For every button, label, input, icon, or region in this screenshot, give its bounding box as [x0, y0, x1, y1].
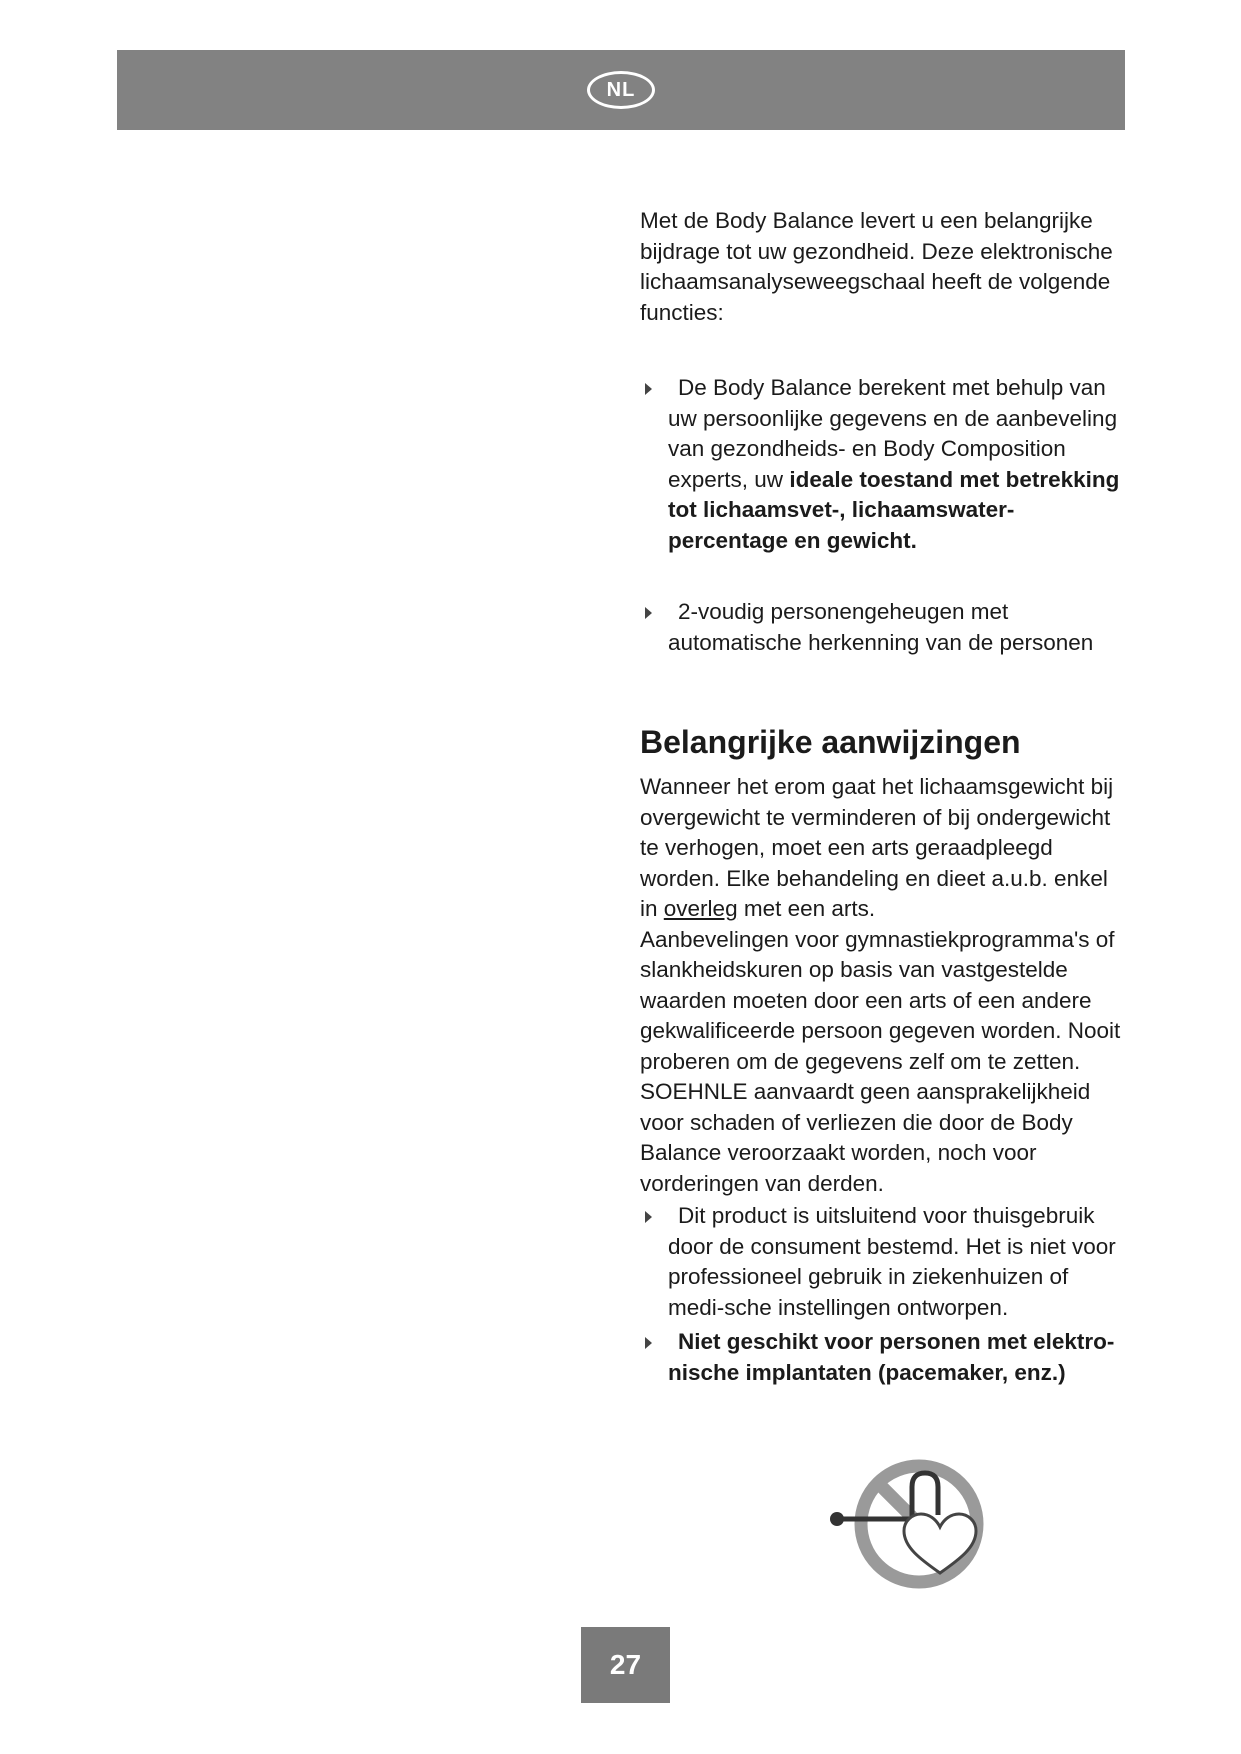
section-heading: Belangrijke aanwijzingen — [640, 724, 1021, 760]
warning-text: Niet geschikt voor personen met elektro-nische implantaten (pacemaker, enz.) — [668, 1329, 1115, 1385]
feature-text: De Body Balance berekent met behulp van uw persoonlijke gegevens en de aanbeveling van gezondheids- en Body Composition experts, uw — [668, 375, 1118, 492]
bullet-arrow-icon — [645, 383, 652, 395]
note-item-implants-warning — [640, 1327, 1130, 1388]
notes-underlined-word: overleg — [663, 896, 738, 921]
language-badge: NL — [587, 71, 655, 109]
page-number: 27 — [581, 1627, 670, 1703]
notes-paragraph — [640, 772, 1130, 925]
notes-paragraph-2: Aanbevelingen voor gymnastiekprogramma's of slankheidskuren op basis van vastgestelde waarden moeten door een arts of een andere gekwalificeerde persoon gegeven worden. Nooit proberen om de gegevens zelf om te zetten. SOEHNLE aanvaardt geen aansprakelijkheid voor schaden of verliezen die door de Body Balance veroorzaakt worden, noch voor vorderingen van derden. — [640, 926, 1121, 1196]
notes-text: Wanneer het erom gaat het lichaamsgewicht bij overgewicht te verminderen of bij ondergewicht te verhogen, moet een arts geraadpleegd worden. Elke behandeling en dieet a.u.b. enkel in — [640, 774, 1114, 921]
feature-bold-text: ideale toestand met betrekking tot lichaamsvet-, lichaamswater-percentage en gewicht. — [668, 466, 1120, 553]
notes-text-end: met een arts. — [743, 896, 876, 921]
content-column — [640, 206, 1130, 1388]
feature-item-memory — [640, 597, 1130, 658]
feature-text: 2-voudig personengeheugen met automatische herkenning van de personen — [668, 599, 1094, 655]
intro-paragraph: Met de Body Balance levert u een belangrijke bijdrage tot uw gezondheid. Deze elektronische lichaamsanalyseweegschaal heeft de volgende functies: — [640, 208, 1113, 325]
note-item-home-use — [640, 1201, 1130, 1323]
bullet-arrow-icon — [645, 1211, 652, 1223]
note-text: Dit product is uitsluitend voor thuisgebruik door de consument bestemd. Het is niet voor professioneel gebruik in ziekenhuizen of medi-sche instellingen ontworpen. — [668, 1203, 1116, 1320]
bullet-arrow-icon — [645, 607, 652, 619]
no-pacemaker-icon — [826, 1455, 986, 1593]
feature-item-ideal-state — [640, 373, 1130, 556]
bullet-arrow-icon — [645, 1337, 652, 1349]
header-bar — [117, 50, 1125, 130]
